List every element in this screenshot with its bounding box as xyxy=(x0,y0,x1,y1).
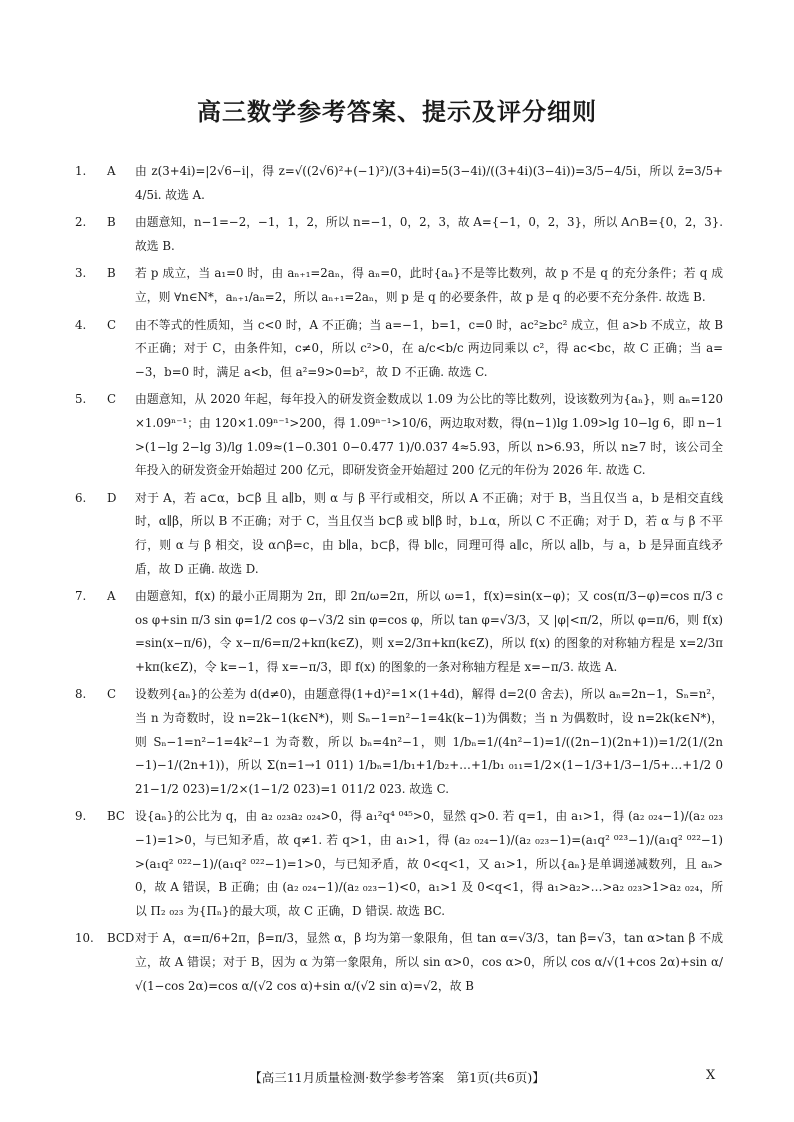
item-answer: BCD xyxy=(107,931,135,946)
answer-item-8 xyxy=(75,683,723,801)
item-number: 7. xyxy=(75,589,87,604)
answer-item-2 xyxy=(75,211,723,258)
item-explanation: 对于 A，若 a⊂α，b⊂β 且 a∥b，则 α 与 β 平行或相交，所以 A 不正确；对于 B，当且仅当 a，b 是相交直线时，α∥β，所以 B 不正确；对于 C，当且仅当 b⊂β 或 b∥β 时，b⊥α，所以 C 不正确；对于 D，若 α 与 β 不平行，则 α 与 β 相交，设 α∩β=c，由 b∥a，b⊂β，得 b∥c，同理可得 a∥c，所以 a∥b，与 a，b 是异面直线矛盾，故 D 正确. 故选 D. xyxy=(135,490,723,576)
page-footer: 【高三11月质量检测·数学参考答案 第1页(共6页)】 xyxy=(249,1070,545,1085)
item-number: 6. xyxy=(75,490,87,505)
item-explanation: 对于 A，α=π/6+2π，β=π/3，显然 α，β 均为第一象限角，但 tan α=√3/3，tan β=√3，tan α>tan β 不成立，故 A 错误；对于 B，因为 α 为第一象限角，所以 sin α>0，cos α>0，所以 cos α/√(1+cos 2α)+sin α/√(1−cos 2α)=cos α/(√2 cos α)+sin α/(√2 sin α)=√2，故 B xyxy=(135,931,723,993)
answer-item-10 xyxy=(75,927,723,998)
item-explanation: 由题意知，n−1=−2，−1，1，2，所以 n=−1，0，2，3，故 A={−1，0，2，3}，所以 A∩B={0，2，3}. 故选 B. xyxy=(135,215,723,253)
item-explanation: 若 p 成立，当 a₁=0 时，由 aₙ₊₁=2aₙ，得 aₙ=0，此时{aₙ}不是等比数列，故 p 不是 q 的充分条件；若 q 成立，则 ∀n∈N*，aₙ₊₁/aₙ=2，所以 aₙ₊₁=2aₙ，则 p 是 q 的必要条件，故 p 是 q 的必要不充分条件. 故选 B. xyxy=(135,266,723,304)
answer-item-1 xyxy=(75,160,723,207)
page-title: 高三数学参考答案、提示及评分细则 xyxy=(197,98,597,126)
item-answer: A xyxy=(107,589,116,604)
answer-item-4 xyxy=(75,314,723,385)
item-explanation: 设{aₙ}的公比为 q，由 a₂ ₀₂₃a₂ ₀₂₄>0，得 a₁²q⁴ ⁰⁴⁵>0，显然 q>0. 若 q=1，由 a₁>1，得 (a₂ ₀₂₄−1)/(a₂ ₀₂₃−1)=1>0，与已知矛盾，故 q≠1. 若 q>1，由 a₁>1，得 (a₂ ₀₂₄−1)/(a₂ ₀₂₃−1)=(a₁q² ⁰²³−1)/(a₁q² ⁰²²−1)>(a₁q² ⁰²²−1)/(a₁q² ⁰²²−1)=1>0，与已知矛盾，故 0<q<1，又 a₁>1，所以{aₙ}是单调递减数列，且 aₙ>0，故 A 错误，B 正确；由 (a₂ ₀₂₄−1)/(a₂ ₀₂₃−1)<0，a₁>1 及 0<q<1，得 a₁>a₂>…>a₂ ₀₂₃>1>a₂ ₀₂₄，所以 Π₂ ₀₂₃ 为{Πₙ}的最大项，故 C 正确，D 错误. 故选 BC. xyxy=(135,809,723,918)
item-number: 3. xyxy=(75,266,87,281)
answer-item-6 xyxy=(75,487,723,581)
item-answer: B xyxy=(107,266,116,281)
item-explanation: 由不等式的性质知，当 c<0 时，A 不正确；当 a=−1，b=1，c=0 时，ac²≥bc² 成立，但 a>b 不成立，故 B 不正确；对于 C，由条件知，c≠0，所以 c²>0，在 a/c<b/c 两边同乘以 c²，得 ac<bc，故 C 正确；当 a=−3，b=0 时，满足 a<b，但 a²=9>0=b²，故 D 不正确. 故选 C. xyxy=(135,317,723,379)
answer-item-3 xyxy=(75,262,723,309)
item-explanation: 由 z(3+4i)=|2√6−i|，得 z=√((2√6)²+(−1)²)/(3+4i)=5(3−4i)/((3+4i)(3−4i))=3/5−4/5i，所以 z̄=3/5+4/5i. 故选 A. xyxy=(135,164,723,202)
item-answer: C xyxy=(107,317,117,332)
answer-item-9 xyxy=(75,805,723,923)
item-answer: D xyxy=(107,490,117,505)
item-answer: A xyxy=(107,164,116,178)
item-explanation: 由题意知，f(x) 的最小正周期为 2π，即 2π/ω=2π，所以 ω=1，f(x)=sin(x−φ)；又 cos(π/3−φ)=cos π/3 cos φ+sin π/3 sin φ=1/2 cos φ−√3/2 sin φ=cos φ，所以 tan φ=√3/3，又 |φ|<π/2，所以 φ=π/6，则 f(x)=sin(x−π/6)，令 x−π/6=π/2+kπ(k∈Z)，则 x=2/3π+kπ(k∈Z)，所以 f(x) 的图象的对称轴方程是 x=2/3π+kπ(k∈Z)，令 k=−1，得 x=−π/3，即 f(x) 的图象的一条对称轴方程是 x=−π/3. 故选 A. xyxy=(135,589,723,674)
item-number: 10. xyxy=(75,931,94,946)
item-answer: C xyxy=(107,687,117,702)
item-answer: BC xyxy=(107,809,125,824)
item-number: 4. xyxy=(75,317,87,332)
item-explanation: 由题意知，从 2020 年起，每年投入的研发资金数成以 1.09 为公比的等比数列，设该数列为{aₙ}，则 aₙ=120×1.09ⁿ⁻¹；由 120×1.09ⁿ⁻¹>200，得 1.09ⁿ⁻¹>10/6，两边取对数，得(n−1)lg 1.09>lg 10−lg 6，即 n−1>(1−lg 2−lg 3)/lg 1.09≈(1−0.301 0−0.477 1)/0.037 4≈5.93，所以 n>6.93，所以 n≥7 时，该公司全年投入的研发资金开始超过 200 亿元，即研发资金开始超过 200 亿元的年份为 2026 年. 故选 C. xyxy=(135,392,723,478)
item-number: 8. xyxy=(75,687,87,702)
item-explanation: 设数列{aₙ}的公差为 d(d≠0)，由题意得(1+d)²=1×(1+4d)，解得 d=2(0 舍去)，所以 aₙ=2n−1，Sₙ=n²，当 n 为奇数时，设 n=2k−1(k∈N*)，则 Sₙ−1=n²−1=4k(k−1)为偶数；当 n 为偶数时，设 n=2k(k∈N*)，则 Sₙ−1=n²−1=4k²−1 为奇数，所以 bₙ=4n²−1，则 1/bₙ=1/(4n²−1)=1/((2n−1)(2n+1))=1/2(1/(2n−1)−1/(2n+1))，所以 Σ(n=1→1 011) 1/bₙ=1/b₁+1/b₂+…+1/b₁ ₀₁₁=1/2×(1−1/3+1/3−1/5+…+1/2 021−1/2 023)=1/2×(1−1/2 023)=1 011/2 023. 故选 C. xyxy=(135,687,723,796)
item-number: 5. xyxy=(75,392,87,407)
item-number: 2. xyxy=(75,215,87,230)
answer-item-5 xyxy=(75,388,723,482)
item-number: 1. xyxy=(75,164,87,178)
item-answer: B xyxy=(107,215,116,230)
item-answer: C xyxy=(107,392,117,407)
answer-list xyxy=(75,160,723,1002)
answer-item-7 xyxy=(75,585,723,679)
footer-version-mark: X xyxy=(706,1068,716,1083)
item-number: 9. xyxy=(75,809,87,824)
